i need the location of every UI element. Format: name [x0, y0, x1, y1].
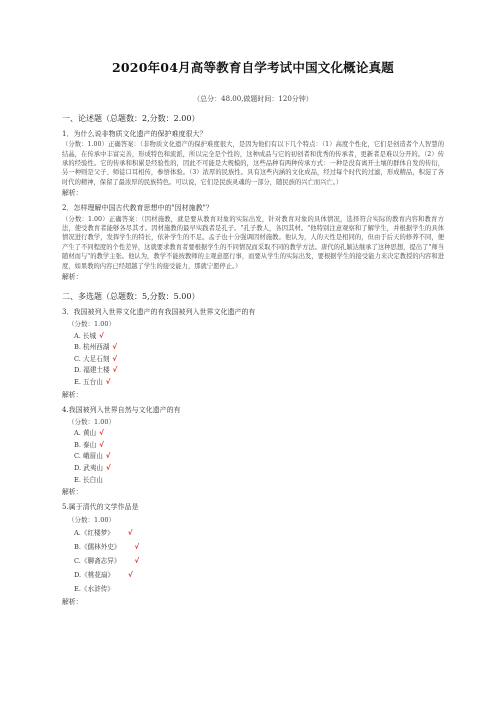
check-mark-icon: √ [112, 366, 118, 375]
check-mark-icon: √ [112, 354, 118, 363]
question-text: 5.属于清代的文学作品是 [62, 503, 139, 512]
option-label: C.《聊斋志异》 [74, 556, 121, 565]
check-mark-icon: √ [134, 542, 140, 551]
question-text: 2．怎样理解中国古代教育思想中的"因材施教"？ [62, 204, 213, 213]
question-5 [62, 502, 444, 607]
option-label: B.《儒林外史》 [74, 542, 121, 551]
option-label: C. 大足石刻 [74, 354, 110, 363]
option-label: E. 五台山 [74, 378, 103, 387]
check-mark-icon: √ [127, 528, 133, 537]
option-item [74, 463, 444, 475]
answer-text: （分数：1.00）正确答案：（因材施教，就是要从教育对象的实际出发，针对教育对象的具体情况，选择符合实际的教育内容和教育方法，使受教育者能够各尽其才。因材施教的最早实践者是孔子。"孔子教人，各因其材。"他特别注意观察和了解学生，并根据学生的具体情况进行教学，发挥学生的特长，依补学生的不足。孟子也十分强调因材施教。他认为，人的天性是相同的，但由于后天的修养不同，便产生了不同程度的个性差异，这就要求教育者要根据学生的不同情况而采取不同的教学方法。唐代的孔颖达继承了这种思想，提出了"师当随材而与"的教学主张。他认为，教学不能按教师的主观意愿行事，而要从学生的实际出发，要根据学生的接受能力来决定教授的内容和进度，如果教的内容已经超越了学生的接受能力，那就宁愿停止。） [62, 215, 444, 270]
check-mark-icon: √ [99, 331, 104, 340]
option-item [74, 354, 444, 366]
option-label: E.《水浒传》 [74, 584, 114, 593]
option-label: B. 杭州西湖 [74, 343, 110, 352]
check-mark-icon: √ [134, 556, 140, 565]
option-item [74, 451, 444, 463]
option-item [74, 428, 444, 440]
option-item [74, 440, 444, 452]
option-label: A. 黄山 [74, 429, 97, 438]
analysis-label: 解析： [62, 273, 83, 282]
option-item [74, 540, 444, 554]
option-item [74, 331, 444, 343]
analysis-label: 解析： [62, 390, 83, 399]
option-list [74, 331, 444, 389]
option-label: D.《桃花扇》 [74, 570, 115, 579]
option-item [74, 568, 444, 582]
option-item [74, 377, 444, 389]
check-mark-icon: √ [106, 464, 111, 473]
question-text: 4.我国被列入世界自然与文化遗产的有 [62, 405, 181, 414]
question-1 [62, 129, 444, 198]
option-item [74, 582, 444, 596]
option-label: D. 福建土楼 [74, 366, 110, 375]
option-item [74, 554, 444, 568]
check-mark-icon: √ [105, 378, 111, 387]
check-mark-icon: √ [105, 452, 111, 461]
answer-text: （分数：1.00）正确答案：（非物质文化遗产的保护难度很大，是因为他们有以下几个特点：（1）高度个性化，它们是创造者个人智慧的结晶，在传承中丰富完善，形成特色和流派，所以完全是个性的，这种成品与它的初创者和优秀的传承者，更新者是难以分开的。（2）传承的经验性。它的传承和积累是经验性的，因此不可能是大规模的，这些品种有两种传承方式：一种是没有离开土壤的群体自发的传衍，另一种则是父子、师徒口耳相传，参悟体验。（3）浓厚的民族性。具有这些内涵的文化成品，经过每个时代的过滤，形成精品，积淀了各时代的精神，保留了最浓厚的民族特色。可以说，它们是民族灵魂的一部分，随民族的兴亡而兴亡。） [62, 141, 444, 186]
check-mark-icon: √ [99, 429, 104, 438]
option-label: B. 泰山 [74, 440, 97, 449]
check-mark-icon: √ [99, 440, 104, 449]
question-text: 3．我国被列入世界文化遗产的有我国被列入世界文化遗产的有 [62, 308, 256, 317]
option-label: E. 长白山 [74, 475, 103, 484]
analysis-label: 解析： [62, 488, 83, 497]
analysis-label: 解析： [62, 189, 83, 198]
check-mark-icon: √ [128, 570, 133, 579]
option-item [74, 475, 444, 487]
section-heading-multiple-choice: 二、多选题（总题数：5,分数：5.00） [62, 292, 200, 302]
question-4 [62, 405, 444, 498]
question-score: （分数：1.00） [68, 515, 115, 524]
exam-meta: （总分：48.00,做题时间：120分钟） [193, 95, 313, 103]
check-mark-icon: √ [112, 343, 118, 352]
exam-title: 2020年04月高等教育自学考试中国文化概论真题 [112, 60, 394, 75]
option-item [74, 526, 444, 540]
option-item [74, 342, 444, 354]
option-list [74, 526, 444, 596]
question-3 [62, 307, 444, 400]
question-score: （分数：1.00） [68, 320, 115, 329]
option-list [74, 428, 444, 486]
question-2 [62, 203, 444, 282]
question-score: （分数：1.00） [68, 418, 115, 427]
option-label: C. 峨眉山 [74, 452, 103, 461]
question-text: 1．为什么说非物质文化遗产的保护难度很大？ [62, 130, 207, 138]
option-label: A.《红楼梦》 [74, 528, 114, 537]
analysis-label: 解析： [62, 597, 83, 606]
option-item [74, 365, 444, 377]
option-label: A. 长城 [74, 331, 97, 340]
section-heading-essay: 一、论述题（总题数：2,分数：2.00） [62, 114, 200, 123]
option-label: D. 武夷山 [74, 464, 104, 473]
